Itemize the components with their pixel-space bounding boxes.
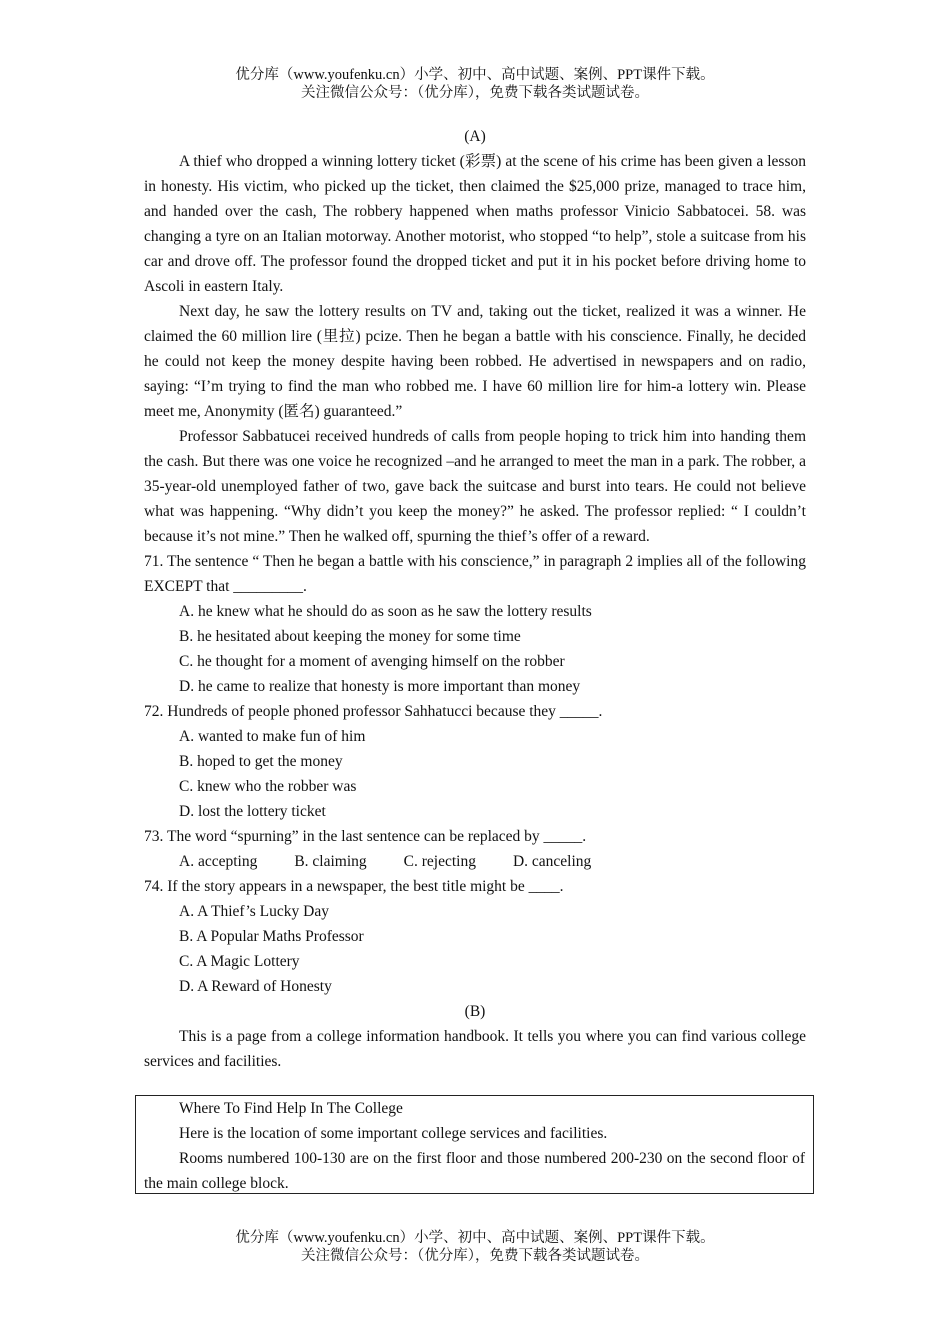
page-footer — [0, 1229, 950, 1265]
question-74-option-c: C. A Magic Lottery — [179, 953, 300, 970]
handbook-box-line-1: Here is the location of some important college services and facilities. — [179, 1125, 608, 1142]
question-72-option-b: B. hoped to get the money — [179, 753, 343, 770]
question-71-option-d: D. he came to realize that honesty is more important than money — [179, 678, 581, 695]
handbook-box-line-2: Rooms numbered 100-130 are on the first floor and those numbered 200-230 on the second floor of the main college block. — [144, 1150, 805, 1192]
question-73-option-d: D. canceling — [512, 853, 592, 870]
question-72-stem: 72. Hundreds of people phoned professor Sahhatucci because they _____. — [144, 703, 603, 720]
handbook-box — [135, 1095, 814, 1194]
question-73-option-c: C. rejecting — [403, 853, 476, 870]
page-content — [144, 124, 806, 1074]
page-header — [0, 66, 950, 102]
header-line-2: 关注微信公众号：（优分库），免费下载各类试题试卷。 — [301, 85, 649, 101]
question-73-options — [144, 849, 806, 874]
passage-a-paragraph-2: Next day, he saw the lottery results on TV and, taking out the ticket, realized it was a winner. He claimed the 60 million lire (里拉) pcize. Then he began a battle with his conscience. Finally, he decided he could not keep the money despite having been robbed. He advertised in newspapers and on radio, saying: “I’m trying to find the man who robbed me. I have 60 million lire for him-a lottery win. Please meet me, Anonymity (匿名) guaranteed.” — [144, 303, 806, 420]
section-b-heading: (B) — [464, 1003, 486, 1020]
header-line-1: 优分库（www.youfenku.cn）小学、初中、高中试题、案例、PPT课件下载。 — [235, 67, 715, 83]
question-71-option-b: B. he hesitated about keeping the money for some time — [179, 628, 521, 645]
section-a-heading: (A) — [464, 128, 486, 145]
question-74-stem: 74. If the story appears in a newspaper, the best title might be ____. — [144, 878, 564, 895]
question-71-option-a: A. he knew what he should do as soon as he saw the lottery results — [179, 603, 592, 620]
question-74-option-b: B. A Popular Maths Professor — [179, 928, 364, 945]
passage-a-paragraph-1: A thief who dropped a winning lottery ticket (彩票) at the scene of his crime has been given a lesson in honesty. His victim, who picked up the ticket, then claimed the $25,000 prize, managed to trace him, and handed over the cash, The robbery happened when maths professor Vinicio Sabbatocei. 58. was changing a tyre on an Italian motorway. Another motorist, who stopped “to help”, stole a suitcase from his car and drove off. The professor found the dropped ticket and put it in his pocket before driving home to Ascoli in eastern Italy. — [144, 153, 806, 295]
question-73-stem: 73. The word “spurning” in the last sentence can be replaced by _____. — [144, 828, 587, 845]
question-73-option-b: B. claiming — [294, 853, 367, 870]
footer-line-1: 优分库（www.youfenku.cn）小学、初中、高中试题、案例、PPT课件下载。 — [235, 1230, 715, 1246]
footer-line-2: 关注微信公众号：（优分库），免费下载各类试题试卷。 — [301, 1248, 649, 1264]
question-72-option-c: C. knew who the robber was — [179, 778, 357, 795]
question-71-stem: 71. The sentence “ Then he began a battle with his conscience,” in paragraph 2 implies all of the following EXCEPT that _________. — [144, 553, 806, 595]
question-72-option-d: D. lost the lottery ticket — [179, 803, 326, 820]
question-71-option-c: C. he thought for a moment of avenging himself on the robber — [179, 653, 565, 670]
handbook-box-title: Where To Find Help In The College — [179, 1100, 403, 1117]
question-73-option-a: A. accepting — [179, 853, 258, 870]
question-74-option-a: A. A Thief’s Lucky Day — [179, 903, 329, 920]
question-72-option-a: A. wanted to make fun of him — [179, 728, 366, 745]
passage-b-intro: This is a page from a college information handbook. It tells you where you can find various college services and facilities. — [144, 1028, 806, 1070]
question-74-option-d: D. A Reward of Honesty — [179, 978, 332, 995]
passage-a-paragraph-3: Professor Sabbatucei received hundreds of calls from people hoping to trick him into handing them the cash. But there was one voice he recognized –and he arranged to meet the man in a park. The robber, a 35-year-old unemployed father of two, gave back the suitcase and burst into tears. He could not believe what was happening. “Why didn’t you keep the money?” he asked. The professor replied: “ I couldn’t because it’s not mine.” Then he walked off, spurning the thief’s offer of a reward. — [144, 428, 806, 545]
